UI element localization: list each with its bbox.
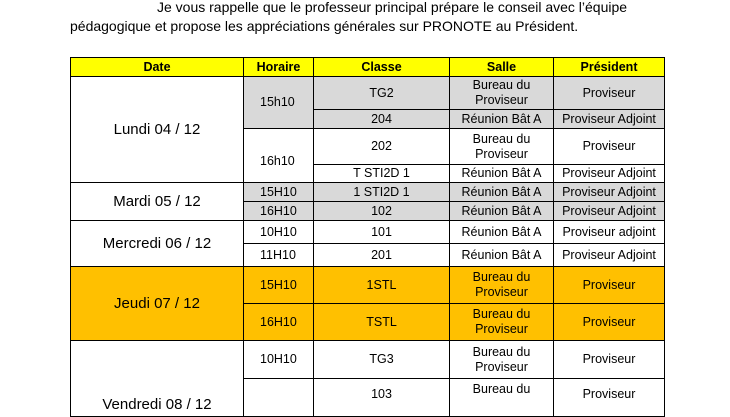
president-cell: Proviseur Adjoint [554,244,665,267]
date-cell: Vendredi 08 / 12 [71,341,244,417]
horaire-cell: 15H10 [244,183,314,202]
president-cell: Proviseur Adjoint [554,165,665,183]
salle-cell: Bureau du Proviseur [450,304,554,341]
president-cell: Proviseur [554,267,665,304]
table-row [71,267,665,304]
header-classe: Classe [314,58,450,77]
classe-cell: 202 [314,129,450,165]
horaire-cell: 15H10 [244,267,314,304]
table-header-row [71,58,665,77]
salle-cell: Réunion Bât A [450,244,554,267]
conseil-schedule-table [70,57,665,417]
horaire-cell: 10H10 [244,221,314,244]
table-row [71,221,665,244]
horaire-cell: 11H10 [244,244,314,267]
table-row [71,341,665,379]
president-cell: Proviseur Adjoint [554,110,665,129]
president-cell: Proviseur [554,77,665,110]
header-president: Président [554,58,665,77]
president-cell: Proviseur Adjoint [554,183,665,202]
horaire-cell: 16H10 [244,202,314,221]
intro-paragraph [70,0,664,36]
horaire-cell: 16H10 [244,304,314,341]
salle-cell: Réunion Bât A [450,165,554,183]
salle-cell: Bureau du Proviseur [450,129,554,165]
president-cell: Proviseur [554,341,665,379]
intro-line-2: pédagogique et propose les appréciations générales sur PRONOTE au Président. [70,18,579,34]
header-date: Date [71,58,244,77]
president-cell: Proviseur [554,379,665,417]
classe-cell: TSTL [314,304,450,341]
horaire-cell: 15h10 [244,77,314,129]
president-cell: Proviseur adjoint [554,221,665,244]
horaire-cell: 10H10 [244,341,314,379]
classe-cell: 1STL [314,267,450,304]
salle-cell: Réunion Bât A [450,110,554,129]
header-horaire: Horaire [244,58,314,77]
table-row [71,183,665,202]
salle-cell: Bureau du Proviseur [450,341,554,379]
president-cell: Proviseur [554,304,665,341]
salle-cell: Bureau du Proviseur [450,267,554,304]
classe-cell: TG3 [314,341,450,379]
date-cell: Jeudi 07 / 12 [71,267,244,341]
classe-cell: 101 [314,221,450,244]
salle-cell: Réunion Bât A [450,202,554,221]
salle-cell: Réunion Bât A [450,183,554,202]
president-cell: Proviseur [554,129,665,165]
classe-cell: 201 [314,244,450,267]
president-cell: Proviseur Adjoint [554,202,665,221]
horaire-cell [244,379,314,417]
classe-cell: 102 [314,202,450,221]
table-row [71,77,665,110]
salle-cell: Réunion Bât A [450,221,554,244]
date-cell: Mercredi 06 / 12 [71,221,244,267]
header-salle: Salle [450,58,554,77]
classe-cell: 204 [314,110,450,129]
classe-cell: 103 [314,379,450,417]
classe-cell: T STI2D 1 [314,165,450,183]
classe-cell: 1 STI2D 1 [314,183,450,202]
salle-cell: Bureau du [450,379,554,417]
date-cell: Mardi 05 / 12 [71,183,244,221]
classe-cell: TG2 [314,77,450,110]
salle-cell: Bureau du Proviseur [450,77,554,110]
date-cell: Lundi 04 / 12 [71,77,244,183]
intro-line-1: Je vous rappelle que le professeur principal prépare le conseil avec l’équipe [157,0,628,15]
horaire-cell: 16h10 [244,129,314,183]
